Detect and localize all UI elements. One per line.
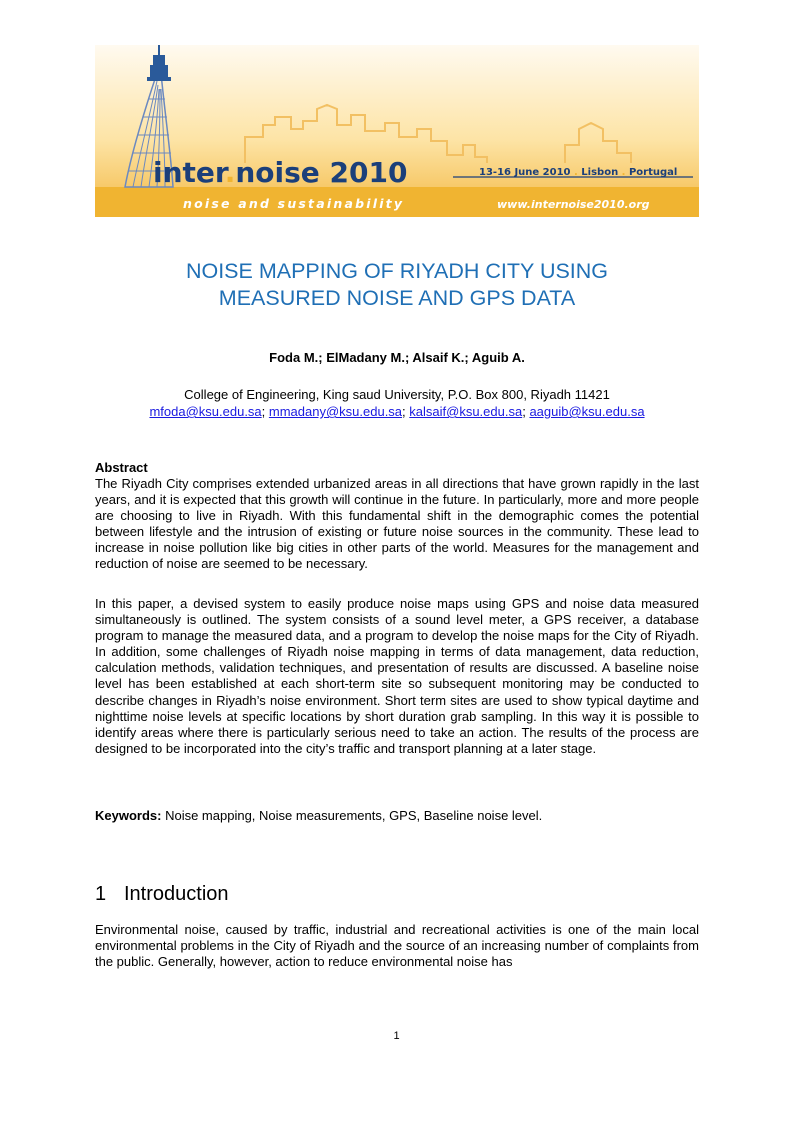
section-number: 1 xyxy=(95,883,107,905)
introduction-paragraph: Environmental noise, caused by traffic, industrial and recreational activities is one of the main local environmental problems in the City of Riyadh and the source of an increasing number of complaints from the public. Generally, however, action to reduce environmental noise has xyxy=(95,922,699,970)
abstract-paragraph-2: In this paper, a devised system to easily produce noise maps using GPS and noise data measured simultaneously is outlined. The system consists of a sound level meter, a GPS receiver, a database program to manage the measured data, and a program to develop the noise maps for the City of Riyadh. In addition, some challenges of Riyadh noise mapping in terms of data management, data reduction, calculation methods, validation techniques, and presentation of results are discussed. A baseline noise level has been established at each short-term site so subsequent monitoring may be conducted to describe changes in Riyadh’s noise environment. Short term sites are used to show typical daytime and nighttime noise levels at specific locations by short duration grab sampling. In this way it is possible to identify areas where there is particularly serious need to take an action. The results of the process are designed to be incorporated into the city’s traffic and transport planning at a later stage. xyxy=(95,596,699,756)
affiliation: College of Engineering, King saud University, P.O. Box 800, Riyadh 11421 xyxy=(184,387,610,402)
svg-text:13-16 June 2010 . Lisbon . Por: 13-16 June 2010 . Lisbon . Portugal xyxy=(479,167,678,178)
conference-tagline: noise and sustainability xyxy=(183,196,405,211)
keywords-line xyxy=(95,808,542,823)
keywords-text: Noise mapping, Noise measurements, GPS, Baseline noise level. xyxy=(161,808,543,823)
logo-text-inter: inter xyxy=(153,156,225,189)
logo-text-noise: noise 2010 xyxy=(235,156,408,189)
email-link-alsaif[interactable]: kalsaif@ksu.edu.sa xyxy=(409,404,523,419)
paper-title-line-2: MEASURED NOISE AND GPS DATA xyxy=(218,286,576,310)
conference-country: Portugal xyxy=(628,167,678,178)
logo-dot: . xyxy=(224,156,236,189)
affiliation-block xyxy=(95,386,699,420)
paper-title-line-1: NOISE MAPPING OF RIYADH CITY USING xyxy=(185,259,609,283)
abstract-heading: Abstract xyxy=(95,460,148,475)
email-link-madany[interactable]: mmadany@ksu.edu.sa xyxy=(268,404,403,419)
section-heading-introduction xyxy=(95,883,229,906)
svg-text:inter.noise 2010 xyxy=(153,156,407,189)
abstract-paragraph-1: The Riyadh City comprises extended urbanized areas in all directions that have grown rapidly in the last years, and it is expected that this growth will continue in the future. In particularly, more and more people are choosing to live in Riyadh. With this fundamental shift in the demographic comes the potential between lifestyle and the intrusion of existing or future noise sources in the community. These lead to increase in noise pollution like big cities in other parts of the world. Measures for the management and reduction of noise are seemed to be necessary. xyxy=(95,476,699,572)
conference-banner xyxy=(95,45,699,217)
email-list: mfoda@ksu.edu.sa; mmadany@ksu.edu.sa; kalsaif@ksu.edu.sa; aaguib@ksu.edu.sa xyxy=(149,404,645,419)
section-title: Introduction xyxy=(124,883,229,905)
email-link-foda[interactable]: mfoda@ksu.edu.sa xyxy=(149,404,262,419)
conference-dates: 13-16 June 2010 xyxy=(479,167,571,178)
email-link-aguib[interactable]: aaguib@ksu.edu.sa xyxy=(529,404,645,419)
conference-website: www.internoise2010.org xyxy=(497,198,650,211)
conference-city: Lisbon xyxy=(581,167,619,178)
keywords-label: Keywords: xyxy=(95,808,162,823)
paper-authors: Foda M.; ElMadany M.; Alsaif K.; Aguib A. xyxy=(269,350,525,365)
paper-title xyxy=(95,258,699,312)
page-number: 1 xyxy=(393,1030,400,1042)
